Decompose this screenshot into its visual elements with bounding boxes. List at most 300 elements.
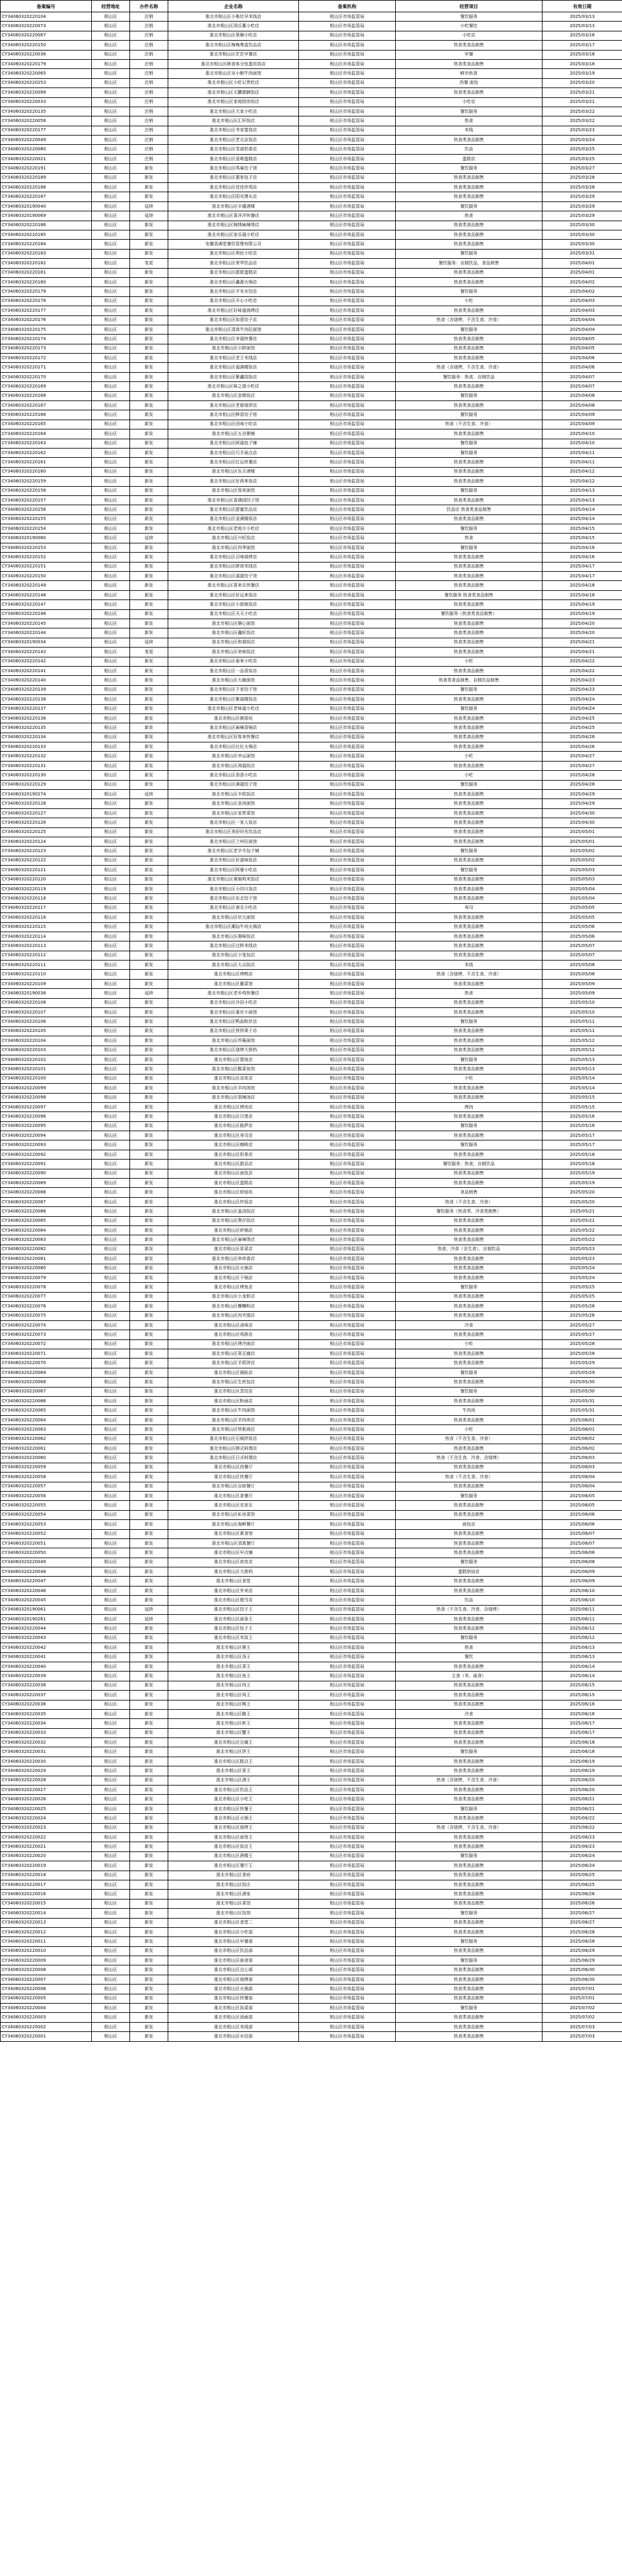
cell-business-address: 相山区 (92, 1975, 130, 1984)
table-row (1, 97, 622, 107)
cell-filing-number: CY34060320220171 (1, 363, 92, 372)
cell-company-name: 淮北市相山区鸣巢饺子馆 (168, 164, 299, 173)
cell-business-scope: 热食类食品制售 (396, 1463, 542, 1472)
cell-filing-number: CY34060320220022 (1, 1833, 92, 1842)
cell-company-name: 淮北市相山区福满楼饭店 (168, 363, 299, 372)
cell-valid-date: 2025/04/23 (542, 676, 622, 685)
cell-company-name: 淮北市相山区烘焙坊 (168, 1188, 299, 1197)
cell-business-address: 相山区 (92, 420, 130, 429)
cell-business-address: 相山区 (92, 1558, 130, 1567)
cell-business-scope: 餐饮服务 (396, 780, 542, 789)
cell-application-type: 新发 (130, 439, 168, 448)
cell-valid-date: 2025/06/04 (542, 1473, 622, 1482)
cell-business-scope: 热食类食品制售 (396, 1918, 542, 1927)
cell-filing-number: CY34060320220142 (1, 657, 92, 666)
cell-filing-number: CY34060320220146 (1, 609, 92, 619)
cell-business-address: 相山区 (92, 1510, 130, 1519)
cell-business-address: 相山区 (92, 315, 130, 325)
cell-business-scope: 热食类食品制售 (396, 230, 542, 239)
cell-valid-date: 2025/05/26 (542, 1311, 622, 1320)
cell-company-name: 淮北市相山区菜馆 (168, 1899, 299, 1908)
cell-business-address: 相山区 (92, 808, 130, 818)
table-row (1, 581, 622, 590)
cell-application-type: 新发 (130, 1529, 168, 1538)
cell-application-type: 变更 (130, 648, 168, 657)
cell-business-address: 相山区 (92, 1254, 130, 1264)
cell-business-address: 相山区 (92, 1226, 130, 1235)
cell-filing-authority: 相山区市场监管局 (299, 1017, 396, 1026)
cell-application-type: 新发 (130, 1538, 168, 1548)
cell-filing-authority: 相山区市场监管局 (299, 638, 396, 647)
cell-company-name: 淮北市相山区佳佳炸鸡店 (168, 183, 299, 192)
cell-company-name: 淮北市相山区羊肉汤馆 (168, 1084, 299, 1093)
cell-application-type: 新发 (130, 1264, 168, 1273)
cell-filing-authority: 相山区市场监管局 (299, 1652, 396, 1662)
cell-business-scope: 餐饮服务 (396, 12, 542, 22)
cell-company-name: 淮北市相山区老乡鸡快餐店 (168, 989, 299, 998)
cell-business-scope: 热食类食品制售 (396, 1501, 542, 1510)
cell-business-address: 相山区 (92, 391, 130, 400)
table-row (1, 1946, 622, 1956)
cell-business-address: 相山区 (92, 1491, 130, 1500)
cell-company-name: 淮北市相山区悦来面馆 (168, 486, 299, 495)
cell-business-address: 相山区 (92, 88, 130, 97)
cell-business-scope: 小吃店 (396, 31, 542, 40)
table-row (1, 1444, 622, 1453)
cell-application-type: 新发 (130, 249, 168, 258)
cell-filing-number: CY34060320220034 (1, 1719, 92, 1728)
table-row (1, 847, 622, 856)
cell-valid-date: 2025/06/12 (542, 1624, 622, 1633)
table-row (1, 296, 622, 306)
cell-valid-date: 2025/05/06 (542, 932, 622, 941)
cell-application-type: 注销 (130, 136, 168, 145)
cell-company-name: 淮北市相山区过桥米线店 (168, 941, 299, 951)
cell-filing-authority: 相山区市场监管局 (299, 1965, 396, 1975)
table-row (1, 1577, 622, 1586)
cell-business-scope: 热食类食品制售 (396, 1311, 542, 1320)
table-row (1, 1956, 622, 1965)
cell-filing-authority: 相山区市场监管局 (299, 31, 396, 40)
cell-company-name: 淮北市相山区快餐王 (168, 1804, 299, 1813)
cell-valid-date: 2025/05/11 (542, 1026, 622, 1036)
cell-application-type: 新发 (130, 1624, 168, 1633)
cell-business-scope: 热食类食品制售 (396, 1226, 542, 1235)
cell-filing-number: CY34060320190061 (1, 1605, 92, 1614)
cell-application-type: 新发 (130, 1567, 168, 1577)
cell-business-address: 相山区 (92, 742, 130, 752)
cell-business-scope: 热食类食品制售 (396, 628, 542, 638)
cell-business-address: 相山区 (92, 164, 130, 173)
cell-valid-date: 2025/04/25 (542, 713, 622, 723)
table-row (1, 1235, 622, 1245)
cell-filing-authority: 相山区市场监管局 (299, 315, 396, 325)
cell-business-address: 相山区 (92, 505, 130, 514)
cell-filing-number: CY34060320220037 (1, 1691, 92, 1700)
cell-filing-authority: 相山区市场监管局 (299, 1510, 396, 1519)
cell-application-type: 新发 (130, 173, 168, 182)
cell-business-address: 相山区 (92, 296, 130, 306)
cell-business-address: 相山区 (92, 553, 130, 562)
cell-application-type: 新发 (130, 713, 168, 723)
cell-filing-number: CY34060320220108 (1, 998, 92, 1007)
cell-filing-authority: 相山区市场监管局 (299, 771, 396, 780)
table-row (1, 1786, 622, 1795)
cell-business-address: 相山区 (92, 12, 130, 22)
cell-business-address: 相山区 (92, 1918, 130, 1927)
cell-company-name: 淮北市相山区家庭厨房饭店 (168, 97, 299, 107)
cell-company-name: 淮北市相山区小厨娘饭店 (168, 600, 299, 609)
cell-business-scope: 餐饮服务 (396, 1121, 542, 1131)
cell-business-scope: 热食类食品制售 (396, 1880, 542, 1889)
cell-business-scope: 热食类食品制售 (396, 1292, 542, 1301)
cell-filing-authority: 相山区市场监管局 (299, 173, 396, 182)
table-row (1, 1851, 622, 1861)
cell-company-name: 淮北市相山区老味道小吃店 (168, 704, 299, 713)
cell-filing-number: CY34060320220178 (1, 296, 92, 306)
cell-valid-date: 2025/07/03 (542, 2032, 622, 2041)
cell-filing-authority: 相山区市场监管局 (299, 979, 396, 988)
cell-application-type: 注销 (130, 107, 168, 116)
cell-business-scope: 餐饮服务 (396, 1055, 542, 1064)
table-row (1, 467, 622, 476)
header-row (1, 1, 622, 12)
cell-filing-authority: 相山区市场监管局 (299, 1577, 396, 1586)
cell-business-address: 相山区 (92, 1804, 130, 1813)
table-row (1, 1567, 622, 1577)
cell-company-name: 淮北市相山区麻辣香锅店 (168, 723, 299, 733)
cell-business-address: 相山区 (92, 695, 130, 704)
cell-company-name: 淮北市相山区水饺部 (168, 2032, 299, 2041)
cell-filing-number: CY34060320220100 (1, 1074, 92, 1083)
table-row (1, 50, 622, 59)
cell-valid-date: 2025/05/13 (542, 1055, 622, 1064)
table-row (1, 1823, 622, 1832)
cell-business-address: 相山区 (92, 894, 130, 903)
cell-filing-authority: 相山区市场监管局 (299, 619, 396, 628)
cell-filing-number: CY34060320220158 (1, 486, 92, 495)
cell-company-name: 淮北市相山区状元面馆 (168, 913, 299, 922)
table-row (1, 524, 622, 534)
cell-application-type: 新发 (130, 657, 168, 666)
cell-valid-date: 2025/06/11 (542, 1615, 622, 1624)
table-row (1, 922, 622, 932)
table-row (1, 903, 622, 912)
cell-business-address: 相山区 (92, 998, 130, 1007)
cell-business-scope: 热食类食品制售 (396, 1264, 542, 1273)
table-row (1, 1017, 622, 1026)
cell-business-address: 相山区 (92, 1643, 130, 1652)
cell-filing-authority: 相山区市场监管局 (299, 306, 396, 315)
cell-filing-authority: 相山区市场监管局 (299, 818, 396, 827)
cell-business-scope: 热食类食品制售 (396, 458, 542, 467)
cell-filing-authority: 相山区市场监管局 (299, 97, 396, 107)
cell-filing-authority: 相山区市场监管局 (299, 1776, 396, 1785)
cell-company-name: 淮北市相山区一品香饭店 (168, 666, 299, 675)
cell-company-name: 淮北市相山区天鹏猪蹄饭店 (168, 88, 299, 97)
cell-business-address: 相山区 (92, 1008, 130, 1017)
cell-business-address: 相山区 (92, 1766, 130, 1776)
cell-filing-number: CY34060320220067 (1, 31, 92, 40)
cell-valid-date: 2025/06/10 (542, 1586, 622, 1595)
cell-filing-authority: 相山区市场监管局 (299, 1672, 396, 1681)
cell-business-scope: 餐饮服务 (396, 1937, 542, 1946)
table-row (1, 628, 622, 638)
table-row (1, 1463, 622, 1472)
cell-business-scope: 热食（不含生食、冷食） (396, 1434, 542, 1444)
cell-application-type: 注销 (130, 78, 168, 87)
cell-business-address: 相山区 (92, 354, 130, 363)
cell-filing-authority: 相山区市场监管局 (299, 1254, 396, 1264)
cell-filing-number: CY34060320220163 (1, 439, 92, 448)
cell-filing-authority: 相山区市场监管局 (299, 875, 396, 884)
cell-business-scope: 热食 (396, 116, 542, 126)
cell-business-scope: 热食类食品制售 (396, 894, 542, 903)
cell-business-scope: 热食类食品制售 (396, 1814, 542, 1823)
cell-company-name: 淮北市相山区黄焖鸡米饭店 (168, 875, 299, 884)
cell-filing-number: CY34060320220174 (1, 335, 92, 344)
cell-filing-number: CY34060320220164 (1, 429, 92, 439)
cell-business-scope: 热食类食品制售 (396, 1397, 542, 1406)
cell-business-address: 相山区 (92, 856, 130, 865)
cell-application-type: 延续 (130, 534, 168, 543)
cell-filing-authority: 相山区市场监管局 (299, 410, 396, 420)
cell-valid-date: 2025/06/09 (542, 1567, 622, 1577)
cell-business-scope: 热食类食品制售 (396, 1084, 542, 1093)
cell-valid-date: 2025/05/16 (542, 1112, 622, 1121)
cell-filing-number: CY34060320220008 (1, 1965, 92, 1975)
cell-valid-date: 2025/05/03 (542, 875, 622, 884)
cell-application-type: 新发 (130, 1586, 168, 1595)
cell-filing-authority: 相山区市场监管局 (299, 1985, 396, 1994)
cell-business-address: 相山区 (92, 704, 130, 713)
table-row (1, 230, 622, 239)
cell-business-scope: 热食类食品制售 (396, 1691, 542, 1700)
cell-filing-number: CY34060320220042 (1, 1643, 92, 1652)
cell-filing-number: CY34060320220085 (1, 1216, 92, 1225)
cell-business-scope: 热食类食品制售 (396, 382, 542, 391)
cell-company-name: 淮北市相山区鲜香饺子馆 (168, 410, 299, 420)
cell-business-scope: 热食类食品制售 (396, 742, 542, 752)
cell-company-name: 淮北市相山区湘味饭店 (168, 932, 299, 941)
table-row (1, 1766, 622, 1776)
cell-application-type: 新发 (130, 1046, 168, 1055)
cell-business-address: 相山区 (92, 534, 130, 543)
cell-company-name: 淮北市相山区美好时光饮品店 (168, 827, 299, 837)
table-row (1, 1652, 622, 1662)
cell-business-scope: 寿司 (396, 903, 542, 912)
cell-filing-authority: 相山区市场监管局 (299, 657, 396, 666)
cell-business-address: 相山区 (92, 1179, 130, 1188)
cell-company-name: 淮北市相山区冒菜店 (168, 1245, 299, 1254)
cell-business-scope: 热食类食品制售 (396, 1273, 542, 1282)
cell-application-type: 新发 (130, 609, 168, 619)
cell-application-type: 新发 (130, 543, 168, 552)
cell-valid-date: 2025/06/05 (542, 1501, 622, 1510)
cell-company-name: 淮北市相山区和谐饭店 (168, 638, 299, 647)
cell-application-type: 注销 (130, 50, 168, 59)
cell-business-address: 相山区 (92, 1538, 130, 1548)
cell-valid-date: 2025/06/21 (542, 1804, 622, 1813)
cell-company-name: 淮北市相山区西餐厅 (168, 1463, 299, 1472)
cell-filing-number: CY34060320220130 (1, 771, 92, 780)
cell-company-name: 淮北市相山区汤王 (168, 1652, 299, 1662)
cell-application-type: 新发 (130, 1084, 168, 1093)
cell-filing-number: CY34060320220065 (1, 69, 92, 78)
cell-business-address: 相山区 (92, 1662, 130, 1671)
cell-business-address: 相山区 (92, 1605, 130, 1614)
cell-company-name: 淮北市相山区粥王 (168, 1643, 299, 1652)
cell-business-address: 相山区 (92, 1728, 130, 1737)
cell-application-type: 新发 (130, 287, 168, 296)
cell-company-name: 淮北市相山区火锅店 (168, 1264, 299, 1273)
cell-business-address: 相山区 (92, 1691, 130, 1700)
cell-valid-date: 2025/03/21 (542, 88, 622, 97)
cell-business-scope: 热食类食品制售 (396, 1112, 542, 1121)
cell-valid-date: 2025/05/23 (542, 1254, 622, 1264)
table-row (1, 1965, 622, 1975)
cell-business-scope: 热食类食品制售 (396, 344, 542, 353)
cell-filing-number: CY34060320220011 (1, 1937, 92, 1946)
cell-company-name: 淮北市相山区平安水饺店 (168, 287, 299, 296)
cell-business-address: 相山区 (92, 1235, 130, 1245)
cell-valid-date: 2025/04/05 (542, 335, 622, 344)
cell-business-address: 相山区 (92, 884, 130, 893)
cell-filing-authority: 相山区市场监管局 (299, 363, 396, 372)
table-row (1, 1501, 622, 1510)
cell-valid-date: 2025/04/29 (542, 790, 622, 799)
cell-application-type: 新发 (130, 932, 168, 941)
cell-filing-authority: 相山区市场监管局 (299, 1406, 396, 1415)
cell-business-address: 相山区 (92, 1861, 130, 1871)
cell-business-address: 相山区 (92, 524, 130, 534)
table-row (1, 1008, 622, 1017)
cell-application-type: 新发 (130, 221, 168, 230)
cell-valid-date: 2025/05/15 (542, 1093, 622, 1102)
cell-valid-date: 2025/06/18 (542, 1747, 622, 1757)
cell-valid-date: 2025/05/05 (542, 903, 622, 912)
cell-filing-authority: 相山区市场监管局 (299, 543, 396, 552)
cell-filing-authority: 相山区市场监管局 (299, 941, 396, 951)
cell-business-address: 相山区 (92, 1074, 130, 1083)
cell-valid-date: 2025/05/31 (542, 1406, 622, 1415)
cell-business-scope: 餐饮服务 (396, 448, 542, 457)
cell-filing-authority: 相山区市场监管局 (299, 41, 396, 50)
cell-valid-date: 2025/05/03 (542, 866, 622, 875)
cell-application-type: 注销 (130, 97, 168, 107)
cell-filing-authority: 相山区市场监管局 (299, 1320, 396, 1330)
header-valid-date: 有效日期 (542, 1, 622, 12)
cell-business-address: 相山区 (92, 2013, 130, 2022)
table-row (1, 534, 622, 543)
table-row (1, 429, 622, 439)
cell-business-scope: 热食类食品制售 (396, 1026, 542, 1036)
table-row (1, 1093, 622, 1102)
cell-company-name: 淮北市相山区丰盛酒楼 (168, 201, 299, 211)
cell-business-scope: 小吃餐饮 (396, 22, 542, 31)
cell-application-type: 注销 (130, 31, 168, 40)
table-row (1, 961, 622, 970)
cell-business-address: 相山区 (92, 154, 130, 163)
cell-company-name: 淮北市相山区阿福包子铺 (168, 439, 299, 448)
cell-business-scope: 热食类食品制售 (396, 1890, 542, 1899)
cell-valid-date: 2025/04/13 (542, 495, 622, 505)
cell-company-name: 淮北市相山区便当店 (168, 1596, 299, 1605)
cell-valid-date: 2025/06/21 (542, 1795, 622, 1804)
cell-filing-authority: 相山区市场监管局 (299, 1596, 396, 1605)
cell-application-type: 新发 (130, 1804, 168, 1813)
cell-company-name: 淮北市相山区煎饼果子店 (168, 1026, 299, 1036)
cell-valid-date: 2025/04/22 (542, 666, 622, 675)
table-row (1, 192, 622, 201)
cell-company-name: 淮北市相山区干锅店 (168, 1273, 299, 1282)
cell-business-address: 相山区 (92, 733, 130, 742)
cell-application-type: 新发 (130, 1131, 168, 1140)
cell-business-address: 相山区 (92, 1406, 130, 1415)
cell-filing-authority: 相山区市场监管局 (299, 1491, 396, 1500)
cell-application-type: 新发 (130, 1691, 168, 1700)
cell-valid-date: 2025/04/21 (542, 638, 622, 647)
table-row (1, 1719, 622, 1728)
cell-business-address: 相山区 (92, 590, 130, 599)
cell-filing-number: CY34060320220113 (1, 941, 92, 951)
cell-valid-date: 2025/03/29 (542, 192, 622, 201)
cell-filing-number: CY34060320220044 (1, 1624, 92, 1633)
cell-filing-authority: 相山区市场监管局 (299, 534, 396, 543)
cell-valid-date: 2025/06/15 (542, 1681, 622, 1690)
cell-application-type: 新发 (130, 676, 168, 685)
cell-business-address: 相山区 (92, 230, 130, 239)
cell-company-name: 淮北市相山区小吃部 (168, 1927, 299, 1936)
cell-filing-number: CY34060320220091 (1, 1160, 92, 1169)
cell-application-type: 新发 (130, 884, 168, 893)
cell-business-address: 相山区 (92, 325, 130, 334)
cell-filing-authority: 相山区市场监管局 (299, 1605, 396, 1614)
table-row (1, 1899, 622, 1908)
cell-business-scope: 热食类食品制售 (396, 1510, 542, 1519)
cell-filing-number: CY34060320220015 (1, 1899, 92, 1908)
cell-company-name: 淮北市相山区五谷粥铺 (168, 429, 299, 439)
cell-application-type: 新发 (130, 514, 168, 524)
cell-valid-date: 2025/04/06 (542, 354, 622, 363)
cell-application-type: 新发 (130, 1842, 168, 1851)
cell-valid-date: 2025/06/28 (542, 1927, 622, 1936)
cell-company-name: 淮北市相山区火锅王 (168, 1814, 299, 1823)
cell-filing-authority: 相山区市场监管局 (299, 1681, 396, 1690)
table-row (1, 1179, 622, 1188)
cell-application-type: 新发 (130, 1652, 168, 1662)
cell-business-address: 相山区 (92, 1851, 130, 1861)
cell-business-scope: 热食类食品制售 (396, 306, 542, 315)
cell-filing-authority: 相山区市场监管局 (299, 477, 396, 486)
cell-filing-number: CY34060320220099 (1, 1084, 92, 1093)
cell-business-scope: 热食（含烧烤，不含生食、冷食） (396, 970, 542, 979)
cell-filing-authority: 相山区市场监管局 (299, 1501, 396, 1510)
cell-filing-number: CY34060320220159 (1, 477, 92, 486)
cell-filing-authority: 相山区市场监管局 (299, 1804, 396, 1813)
cell-business-scope: 热食类食品制售 (396, 1975, 542, 1984)
cell-business-scope: 面包店 (396, 1520, 542, 1529)
table-row (1, 1814, 622, 1823)
cell-business-scope: 小吃 (396, 771, 542, 780)
table-row (1, 1169, 622, 1178)
cell-valid-date: 2025/04/14 (542, 505, 622, 514)
table-row (1, 1150, 622, 1159)
table-row (1, 249, 622, 258)
cell-filing-authority: 相山区市场监管局 (299, 581, 396, 590)
cell-filing-authority: 相山区市场监管局 (299, 837, 396, 846)
cell-business-address: 相山区 (92, 1985, 130, 1994)
